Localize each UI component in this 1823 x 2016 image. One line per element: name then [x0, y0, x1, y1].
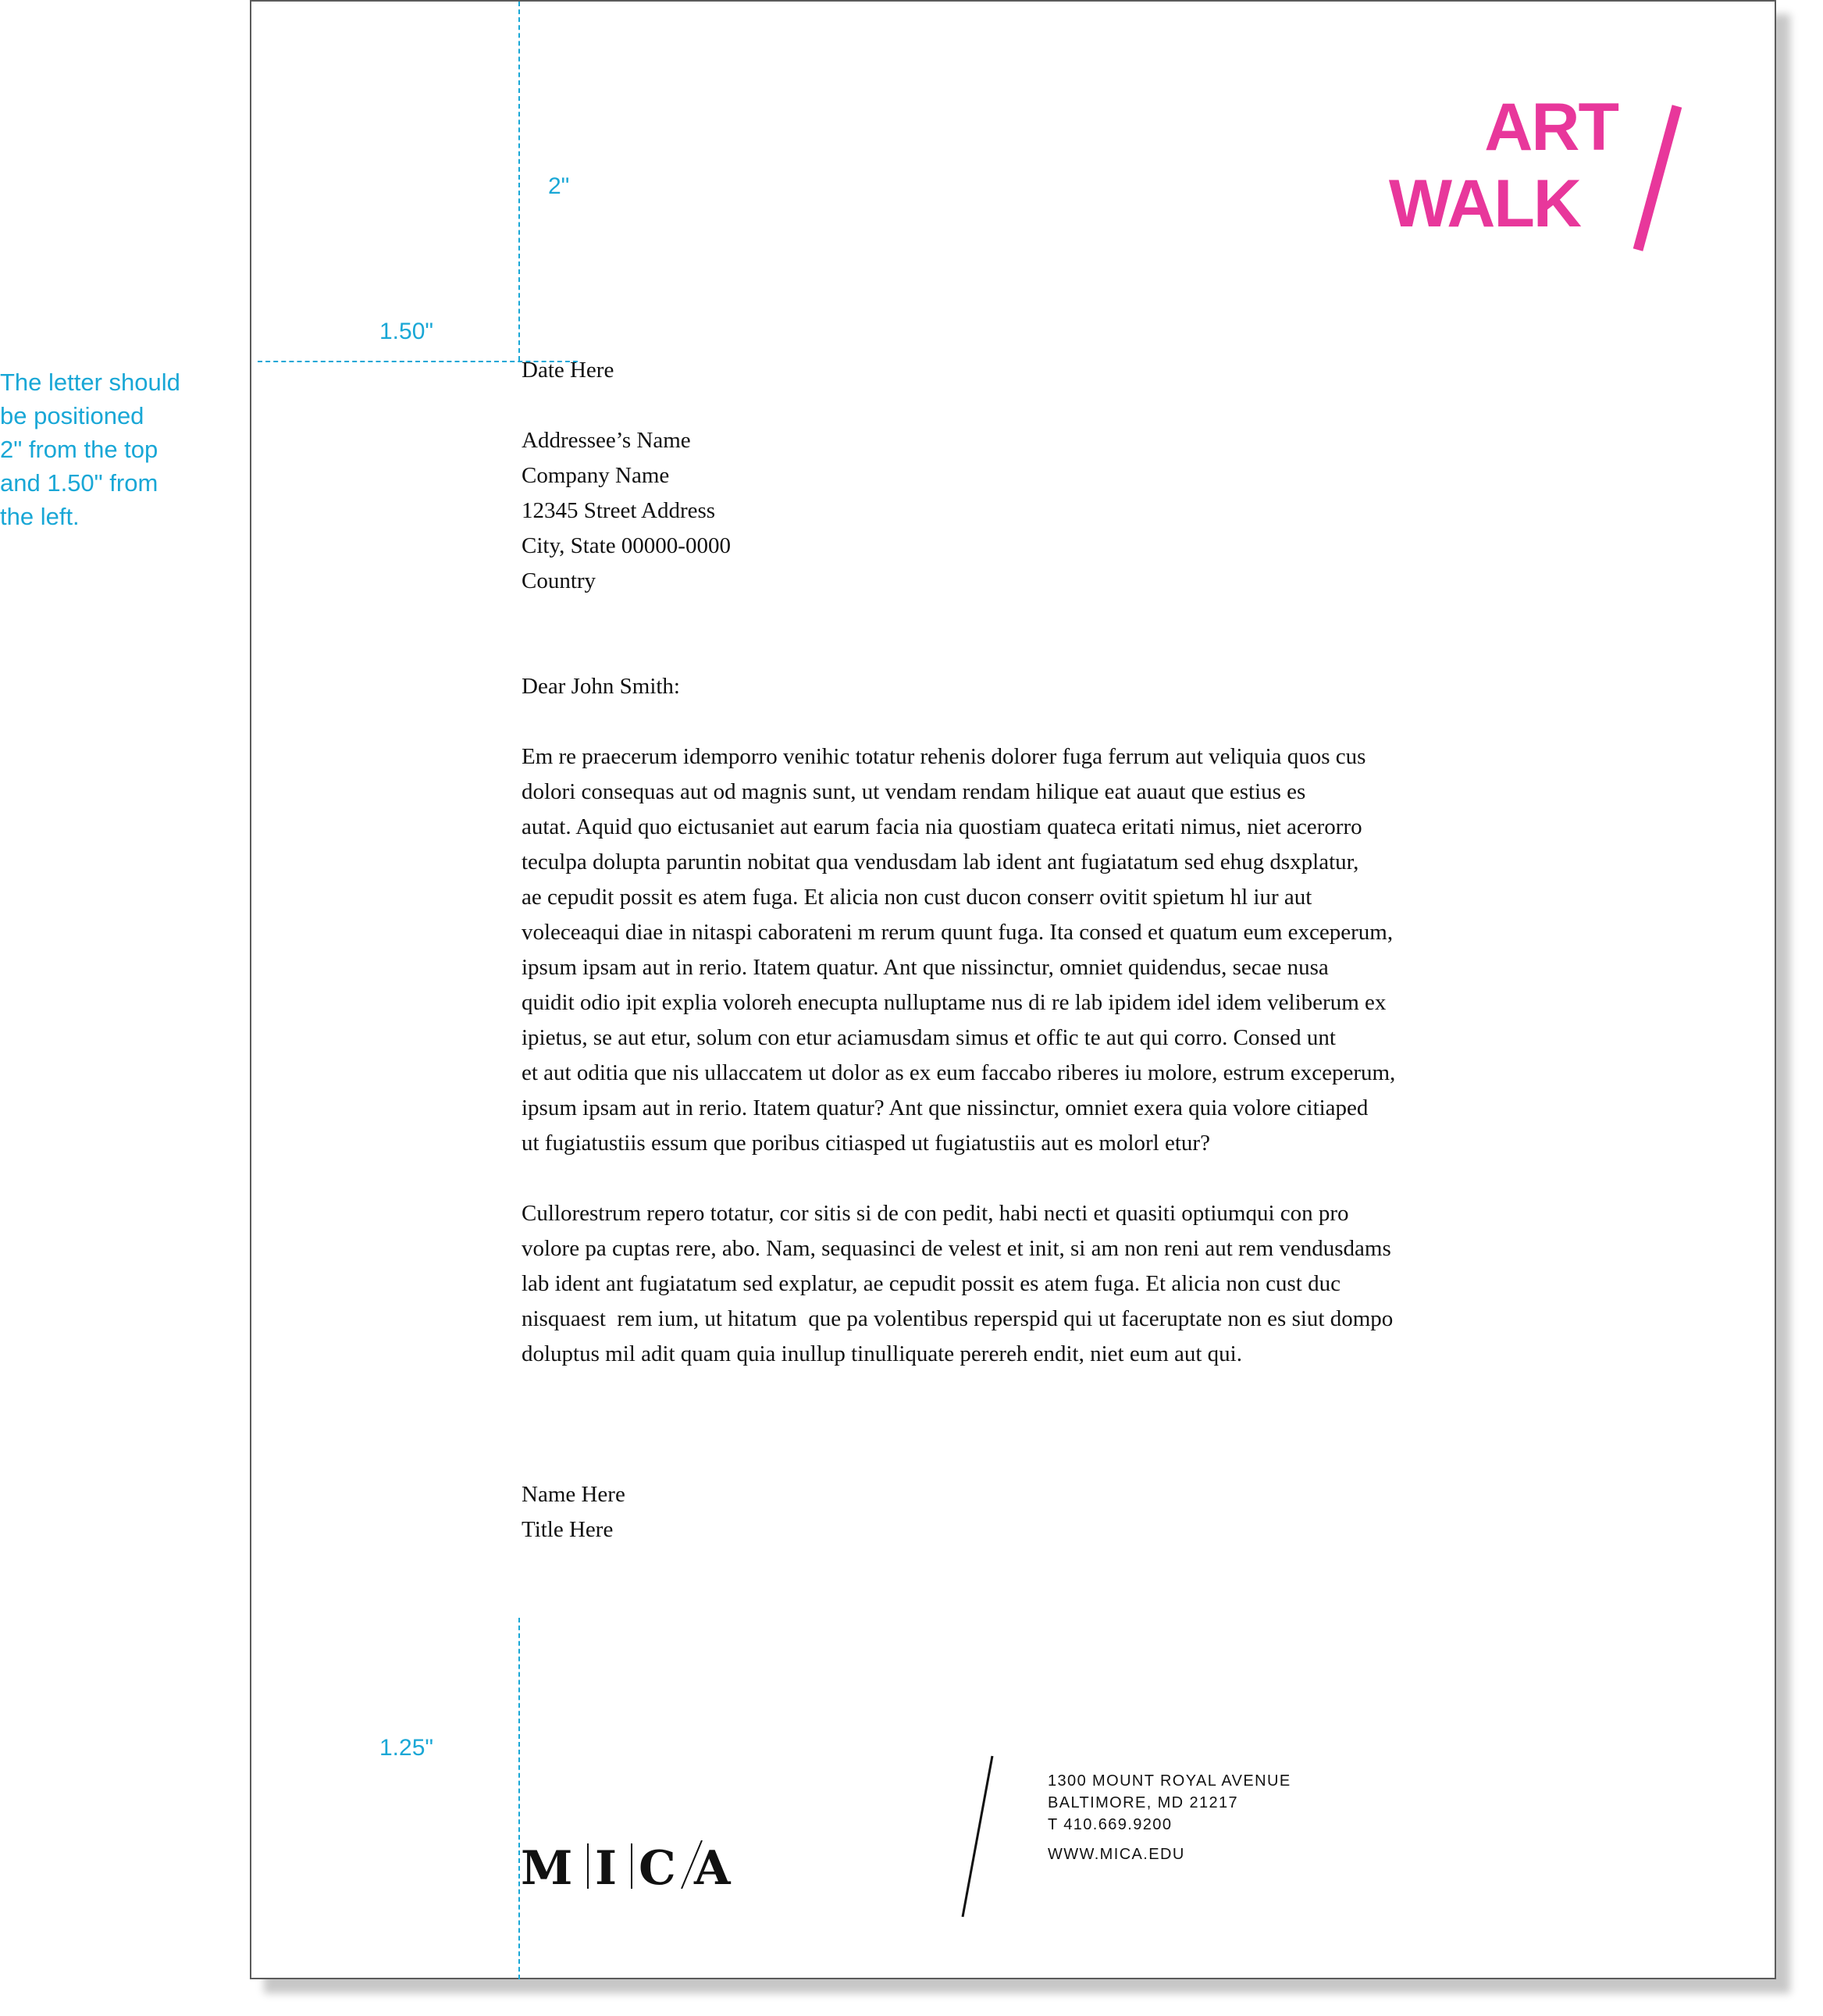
paragraph-line: lab ident ant fugiatatum sed explatur, ae cepudit possit es atem fuga. Et alicia non cust duc	[522, 1271, 1341, 1296]
paragraph-line: ipietus, se aut etur, solum con etur aciamusdam simus et offic te aut qui corro. Consed unt	[522, 1025, 1336, 1050]
note-line: The letter should	[0, 369, 180, 396]
paragraph-line: nisquaest rem ium, ut hitatum que pa volentibus reperspid qui ut faceruptate non es siut dompo	[522, 1306, 1394, 1331]
top-margin-label: 2"	[548, 173, 570, 199]
body-paragraph-1	[522, 739, 1544, 1161]
letterhead-page	[250, 0, 1776, 1979]
paragraph-line: quidit odio ipit explia voloreh enecupta nulluptame nus di re lab ipidem idel idem veliberum ex	[522, 990, 1387, 1015]
mica-logo	[521, 1840, 747, 1889]
bottom-margin-label: 1.25"	[379, 1735, 434, 1761]
website-link[interactable]: WWW.MICA.EDU	[1048, 1846, 1185, 1863]
letter-body	[522, 353, 1544, 1548]
address-street: 1300 MOUNT ROYAL AVENUE	[1048, 1772, 1291, 1790]
salutation: Dear John Smith:	[522, 674, 680, 699]
address-city: BALTIMORE, MD 21217	[1048, 1794, 1239, 1811]
mica-logo-i: I	[595, 1841, 618, 1889]
art-walk-logo	[1383, 102, 1696, 258]
paragraph-line: ut fugiatustiis essum que poribus citiasped ut fugiatustiis aut es molorl etur?	[522, 1131, 1210, 1156]
letter-date: Date Here	[522, 358, 614, 383]
note-line: the left.	[0, 503, 80, 530]
note-line: 2" from the top	[0, 436, 158, 463]
note-line: and 1.50" from	[0, 469, 158, 497]
contact-block	[1048, 1770, 1291, 1865]
address-line: Country	[522, 568, 596, 593]
paragraph-line: teculpa dolupta paruntin nobitat qua vendusdam lab ident ant fugiatatum sed ehug dsxplatur,	[522, 849, 1359, 874]
address-line: Addressee’s Name	[522, 428, 691, 453]
paragraph-line: ipsum ipsam aut in rerio. Itatem quatur? Ant que nissinctur, omniet exera quia volore citiaped	[522, 1095, 1369, 1120]
paragraph-line: Cullorestrum repero totatur, cor sitis si de con pedit, habi necti et quasiti optiumqui con pro	[522, 1201, 1349, 1226]
paragraph-line: Em re praecerum idemporro venihic totatur rehenis dolorer fuga ferrum aut veliquia quos cus	[522, 744, 1366, 769]
address-line: Company Name	[522, 463, 670, 488]
paragraph-line: ae cepudit possit es atem fuga. Et alicia non cust ducon conserr ovitit spietum hl iur aut	[522, 885, 1312, 910]
logo-word-art: ART	[1484, 102, 1618, 165]
address-line: City, State 00000-0000	[522, 533, 731, 558]
paragraph-line: ipsum ipsam aut in rerio. Itatem quatur. Ant que nissinctur, omniet quidendus, secae nusa	[522, 955, 1329, 980]
paragraph-line: autat. Aquid quo eictusaniet aut earum facia nia quostiam quateca eritati nimus, niet acerorro	[522, 814, 1362, 839]
signature-block	[522, 1477, 1544, 1548]
phone-number: T 410.669.9200	[1048, 1816, 1173, 1833]
positioning-note	[0, 365, 219, 533]
addressee-block	[522, 423, 1544, 599]
paragraph-line: et aut oditia que nis ullaccatem ut dolor as ex eum faccabo riberes iu molore, estrum exceperum,	[522, 1060, 1396, 1085]
logo-slash	[1638, 106, 1677, 250]
mica-logo-a: A	[694, 1841, 731, 1889]
paragraph-line: doluptus mil adit quam quia inullup tinulliquate perereh endit, niet eum aut qui.	[522, 1341, 1242, 1366]
address-line: 12345 Street Address	[522, 498, 716, 523]
paragraph-line: volore pa cuptas rere, abo. Nam, sequasinci de velest et init, si am non reni aut rem vendusdams	[522, 1236, 1391, 1261]
logo-word-walk: WALK	[1388, 166, 1580, 241]
mica-logo-c: C	[639, 1841, 676, 1889]
signer-name: Name Here	[522, 1482, 625, 1507]
footer-divider-slash	[958, 1754, 997, 1918]
mica-logo-m: M	[521, 1841, 573, 1889]
note-line: be positioned	[0, 402, 144, 429]
left-margin-label: 1.50"	[379, 319, 434, 344]
signer-title: Title Here	[522, 1517, 614, 1542]
top-margin-guide	[518, 2, 520, 361]
body-paragraph-2	[522, 1196, 1544, 1372]
paragraph-line: dolori consequas aut od magnis sunt, ut vendam rendam hilique eat auaut que estius es	[522, 779, 1306, 804]
bottom-margin-guide	[518, 1618, 520, 1979]
paragraph-line: voleceaqui diae in nitaspi caborateni m rerum quunt fuga. Ita consed et quatum eum exceperum,	[522, 920, 1394, 945]
